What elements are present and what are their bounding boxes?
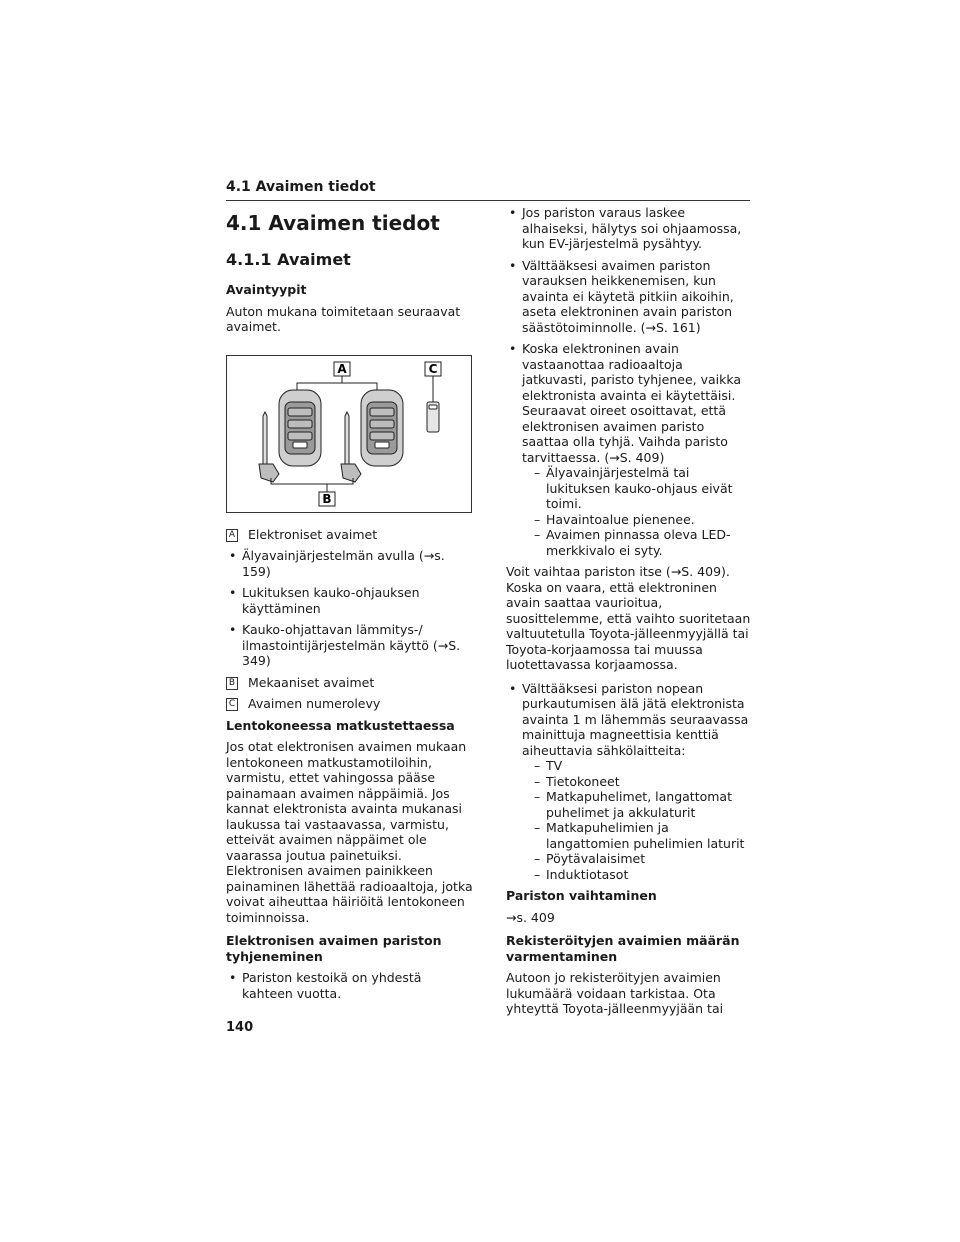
symptom-item: – Havaintoalue pienenee. [522, 512, 751, 528]
battery-drain-bullets-right [506, 205, 751, 558]
list-item: • Lukituksen kauko-ohjauksen käyttäminen [226, 585, 476, 616]
figure-label-b: B [322, 491, 332, 506]
device-item: – Tietokoneet [522, 774, 751, 790]
list-item-text: Välttääksesi pariston nopean purkautumisen älä jätä elektronista avainta 1 m lähemmäs seuraavassa mainittuja magneettisia kenttiä aiheuttavia sähkölaitteita: [522, 680, 749, 758]
list-item [506, 341, 751, 558]
registered-keys-text: Autoon jo rekisteröityjen avaimien lukumäärä voidaan tarkistaa. Ota yhteyttä Toyota-jälleenmyyjään tai [506, 970, 724, 1016]
electronic-key-2 [361, 390, 403, 466]
mechanical-key-2 [341, 412, 361, 482]
list-item-text: Koska elektroninen avain vastaanottaa radioaaltoja jatkuvasti, paristo tyhjenee, vaikka elektronista avainta ei käytettäisi. Seuraavat oireet osoittavat, että elektronisen avaimen paristo saattaa olla tyhjä. Vaihda paristo tarvittaessa. (→S. 409) [522, 341, 742, 465]
item-c-letter: C [226, 698, 238, 711]
magnet-bullets [506, 681, 751, 883]
key-types-heading: Avaintyypit [226, 282, 307, 297]
keys-illustration [227, 356, 471, 512]
keys-figure [226, 355, 472, 513]
list-item: • Välttääksesi avaimen pariston varauksen heikkenemisen, kun avainta ei käytetä pitkiin aikoihin, aseta elektroninen avain pariston säästötoiminnolle. (→S. 161) [506, 258, 751, 336]
battery-replace-para: Voit vaihtaa pariston itse (→S. 409). Koska on vaara, että elektroninen avain saattaa vaurioitua, suosittelemme, että vaihto suoritetaan valtuutetulla Toyota-jälleenmyyjällä tai Toyota-korjaamossa tai muussa luotettavassa korjaamossa. [506, 564, 751, 672]
section-title: 4.1 Avaimen tiedot [226, 211, 440, 235]
device-item: – Induktiotasot [522, 867, 751, 883]
device-item: – TV [522, 758, 751, 774]
battery-drain-bullets-left [226, 970, 476, 1001]
list-item [506, 681, 751, 883]
device-item: – Matkapuhelimet, langattomat puhelimet ja akkulaturit [522, 789, 751, 820]
list-item: • Pariston kestoikä on yhdestä kahteen vuotta. [226, 970, 476, 1001]
page-number: 140 [226, 1020, 254, 1035]
symptom-item: – Älyavainjärjestelmä tai lukituksen kauko-ohjaus eivät toimi. [522, 465, 751, 512]
item-a-bullets [226, 548, 476, 669]
flight-text: Jos otat elektronisen avaimen mukaan lentokoneen matkustamotiloihin, varmistu, ettet vahingossa pääse painamaan avaimen näppäimiä. Jos kannat elektronista avainta mukanasi laukussa tai vastaavassa, varmistu, etteivät avaimen näppäimet ole vaarassa joutua painetuiksi. Elektronisen avaimen painikkeen painaminen lähettää radioaaltoja, jotka voivat aiheuttaa häiriöitä lentokoneen toiminnoissa. [226, 739, 473, 925]
registered-keys-heading: Rekisteröityjen avaimien määrän varmentaminen [506, 933, 740, 964]
list-item: • Älyavainjärjestelmän avulla (→s. 159) [226, 548, 476, 579]
list-item: • Jos pariston varaus laskee alhaiseksi, hälytys soi ohjaamossa, kun EV-järjestelmä pysähtyy. [506, 205, 751, 252]
device-item: – Pöytävalaisimet [522, 851, 751, 867]
battery-change-heading: Pariston vaihtaminen [506, 888, 657, 903]
devices-list [522, 758, 751, 882]
item-a-letter: A [226, 529, 238, 542]
item-a [226, 527, 476, 543]
symptoms-list [522, 465, 751, 558]
electronic-key-1 [279, 390, 321, 466]
figure-label-c: C [428, 361, 438, 376]
figure-label-a: A [337, 361, 347, 376]
item-c [226, 696, 476, 712]
left-column [226, 205, 476, 1007]
section-subtitle: 4.1.1 Avaimet [226, 250, 351, 269]
list-item: • Kauko-ohjattavan lämmitys-/ ilmastointijärjestelmän käyttö (→S. 349) [226, 622, 476, 669]
battery-change-ref[interactable]: →s. 409 [506, 909, 555, 925]
battery-drain-heading: Elektronisen avaimen pariston tyhjeneminen [226, 933, 442, 964]
item-b [226, 675, 476, 691]
item-a-text: Elektroniset avaimet [248, 526, 378, 542]
right-column [506, 205, 751, 1025]
item-b-text: Mekaaniset avaimet [248, 674, 375, 690]
key-types-intro: Auton mukana toimitetaan seuraavat avaimet. [226, 303, 461, 334]
symptom-item: – Avaimen pinnassa oleva LED-merkkivalo ei syty. [522, 527, 751, 558]
mechanical-key-1 [259, 412, 279, 482]
flight-heading: Lentokoneessa matkustettaessa [226, 717, 455, 733]
item-c-text: Avaimen numerolevy [248, 696, 381, 711]
item-b-letter: B [226, 677, 238, 690]
header-divider [226, 200, 750, 201]
device-item: – Matkapuhelimien ja langattomien puhelimien laturit [522, 820, 751, 851]
key-number-plate [427, 402, 439, 432]
running-head: 4.1 Avaimen tiedot [226, 179, 376, 195]
